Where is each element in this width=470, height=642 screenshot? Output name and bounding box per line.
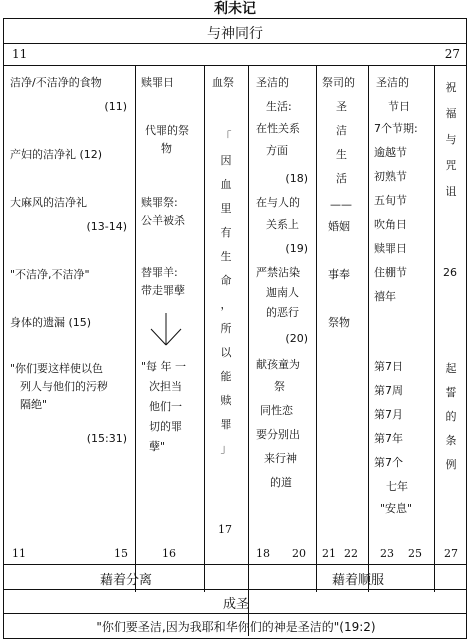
col1-item: 洁净/不洁净的食物 <box>10 76 102 89</box>
col1-item: 身体的遗漏 (15) <box>10 316 92 329</box>
col4-item: 来行神 <box>264 452 297 465</box>
col6-item: 第7日 <box>374 360 403 373</box>
col6-item: "安息" <box>380 502 413 515</box>
band-separation: 藉着分离 <box>99 573 152 588</box>
col3-char: ， <box>220 298 232 311</box>
col6-item: 第7月 <box>374 408 403 421</box>
col4-item: 的恶行 <box>266 306 299 319</box>
col4-item: (20) <box>285 332 308 345</box>
col4-item: 在性关系 <box>256 122 300 135</box>
column-blessing-curse <box>434 69 468 539</box>
col4-item: 方面 <box>266 144 288 157</box>
col1-item: "不洁净,不洁净" <box>10 268 90 281</box>
col7-bottom-char: 条 <box>445 434 457 447</box>
col5-item: 婚姻 <box>328 220 350 233</box>
col2-item: 次担当 <box>149 380 182 393</box>
col2-item: 代罪的祭 <box>145 124 189 137</box>
col7-bottom-text <box>434 357 468 477</box>
col6-item: 吹角日 <box>374 218 407 231</box>
col3-header: 血祭 <box>212 76 234 89</box>
footer-col6-end: 25 <box>408 547 422 560</box>
column-blood-sacrifice <box>204 69 248 539</box>
col6-item: 五旬节 <box>374 194 407 207</box>
col2-item: 公羊被杀 <box>141 214 185 227</box>
col3-char: 罪 <box>220 418 232 431</box>
col2-item: 物 <box>161 142 172 155</box>
col5-item: 祭物 <box>328 316 350 329</box>
col6-item: 第7周 <box>374 384 403 397</box>
footer-col1-start: 11 <box>12 547 26 560</box>
col6-item: 七年 <box>386 480 408 493</box>
footer-col3: 17 <box>218 523 232 536</box>
col7-bottom-char: 誓 <box>445 386 457 399</box>
col3-char: 能 <box>220 370 232 383</box>
range-end: 27 <box>444 47 460 61</box>
col4-item: (19) <box>285 242 308 255</box>
col7-bottom-char: 例 <box>445 458 457 471</box>
column-day-of-atonement <box>135 69 204 539</box>
col6-item: 住棚节 <box>374 266 407 279</box>
footer-col1-end: 15 <box>114 547 128 560</box>
col7-top-char: 与 <box>445 133 457 146</box>
header-divider <box>4 43 466 44</box>
col7-top-text <box>434 75 468 205</box>
col5-item: 生 <box>336 148 347 161</box>
col6-item: 逾越节 <box>374 146 407 159</box>
column-holy-living <box>248 69 316 539</box>
header-title: 与神同行 <box>207 26 263 42</box>
col2-item: 带走罪孽 <box>141 284 185 297</box>
col7-bottom-char: 起 <box>445 362 457 375</box>
col6-item: 赎罪日 <box>374 242 407 255</box>
col3-char: 「 <box>220 130 232 143</box>
col4-item: 祭 <box>274 380 285 393</box>
footer-col6-start: 23 <box>380 547 394 560</box>
col2-item: 赎罪祭: <box>141 196 178 209</box>
col7-mid-number: 26 <box>443 266 457 279</box>
col2-item: 他们一 <box>149 400 182 413</box>
col3-char: 以 <box>220 346 232 359</box>
col3-char: 生 <box>220 250 232 263</box>
column-priestly-holiness <box>316 69 368 539</box>
col4-item: (18) <box>285 172 308 185</box>
column-holy-feasts <box>368 69 434 539</box>
col3-char: 所 <box>220 322 232 335</box>
col7-top-char: 祝 <box>445 81 457 94</box>
col3-char: 血 <box>220 178 232 191</box>
col3-char: 里 <box>220 202 232 215</box>
band-divider-2 <box>4 589 466 590</box>
down-arrow-icon <box>149 313 183 347</box>
col6-item: 第7年 <box>374 432 403 445</box>
col5-item: 事奉 <box>328 268 350 281</box>
col4-item: 关系上 <box>266 218 299 231</box>
band-divider-1 <box>4 564 466 565</box>
col4-item: 献孩童为 <box>256 358 300 371</box>
col5-item: 洁 <box>336 124 347 137</box>
col7-top-char: 福 <box>445 107 457 120</box>
col3-char: 命 <box>220 274 232 287</box>
col6-item: 初熟节 <box>374 170 407 183</box>
band-sanctification: 成圣 <box>222 597 249 612</box>
col1-item: 产妇的洁净礼 (12) <box>10 148 103 161</box>
col4-item: 同性恋 <box>260 404 293 417</box>
col3-char: 」 <box>220 442 232 455</box>
col4-item: 严禁沾染 <box>256 266 300 279</box>
col4-item: 在与人的 <box>256 196 300 209</box>
col6-item: 圣洁的 <box>376 76 409 89</box>
band-obedience: 藉着顺服 <box>331 573 384 588</box>
col3-vertical-text <box>204 125 248 461</box>
col1-item: (15:31) <box>86 432 127 445</box>
col7-top-char: 咒 <box>445 159 457 172</box>
col6-item: 节日 <box>388 100 410 113</box>
band-divider-3 <box>4 613 466 614</box>
col3-char: 因 <box>220 154 232 167</box>
footer-col5-start: 21 <box>322 547 336 560</box>
col2-item: "每 年 一 <box>141 360 187 373</box>
chart-frame <box>3 18 467 639</box>
footer-col2: 16 <box>162 547 176 560</box>
footer-col4-start: 18 <box>256 547 270 560</box>
footer-col5-end: 22 <box>344 547 358 560</box>
col5-item: —— <box>330 198 352 211</box>
col2-item: 切的罪 <box>149 420 182 433</box>
col6-item: 第7个 <box>374 456 403 469</box>
range-start: 11 <box>12 47 28 61</box>
col4-item: 的道 <box>270 476 292 489</box>
col6-item: 7个节期: <box>374 122 418 135</box>
col1-item: 大麻风的洁净礼 <box>10 196 87 209</box>
col4-item: 圣洁的 <box>256 76 289 89</box>
col2-item: 赎罪日 <box>141 76 174 89</box>
col1-item: "你们要这样使以色 <box>10 362 104 375</box>
col2-item: 孽" <box>149 440 166 453</box>
column-clean-unclean <box>4 69 135 539</box>
col5-item: 祭司的 <box>322 76 355 89</box>
col4-item: 生活: <box>266 100 292 113</box>
verse-quote: "你们要圣洁,因为我耶和华你们的神是圣洁的"(19:2) <box>96 620 376 634</box>
col1-item: 隔绝" <box>20 398 48 411</box>
col3-char: 有 <box>220 226 232 239</box>
col4-item: 要分别出 <box>256 428 300 441</box>
book-title: 利未记 <box>214 1 256 17</box>
col1-item: (13-14) <box>86 220 127 233</box>
col4-item: 迦南人 <box>266 286 299 299</box>
col1-item: 列人与他们的污秽 <box>20 380 108 393</box>
col5-item: 活 <box>336 172 347 185</box>
footer-col7: 27 <box>444 547 458 560</box>
range-divider <box>4 65 466 66</box>
footer-col4-end: 20 <box>292 547 306 560</box>
col1-item: (11) <box>104 100 127 113</box>
col3-char: 赎 <box>220 394 232 407</box>
col6-item: 禧年 <box>374 290 396 303</box>
col7-bottom-char: 的 <box>445 410 457 423</box>
col2-item: 替罪羊: <box>141 266 178 279</box>
col5-item: 圣 <box>336 100 347 113</box>
col7-top-char: 诅 <box>445 185 457 198</box>
